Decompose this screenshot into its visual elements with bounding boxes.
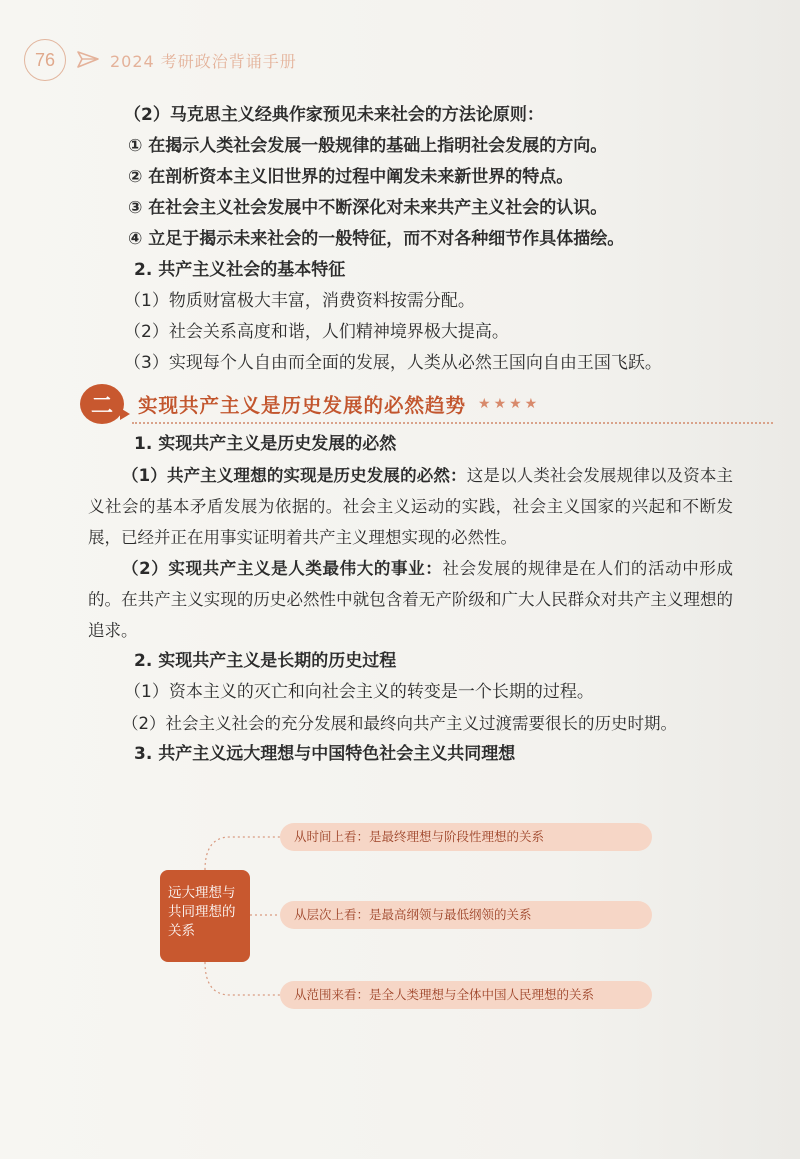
paragraph: [88, 460, 733, 553]
book-title: 2024 考研政治背诵手册: [110, 51, 297, 71]
process-item: （1）资本主义的灭亡和向社会主义的转变是一个长期的过程。: [124, 682, 594, 702]
subsection-title: 1. 实现共产主义是历史发展的必然: [134, 434, 397, 454]
subsection-title: 2. 共产主义社会的基本特征: [134, 260, 346, 280]
importance-stars: ★★★★: [478, 396, 541, 412]
page-content: [88, 100, 733, 770]
methodology-item: ③ 在社会主义社会发展中不断深化对未来共产主义社会的认识。: [128, 198, 608, 218]
feature-item: （3）实现每个人自由而全面的发展，人类从必然王国向自由王国飞跃。: [124, 353, 662, 373]
paragraph-text: 社会发展的规律是在人们的活动中形成的。在共产主义实现的历史必然性中就包含着无产阶级和广大人民群众对共产主义理想的追求。: [88, 559, 734, 640]
feature-item: （1）物质财富极大丰富，消费资料按需分配。: [124, 291, 475, 311]
paragraph-text: 这是以人类社会发展规律以及资本主义社会的基本矛盾发展为依据的。社会主义运动的实践，社会主义国家的兴起和不断发展，已经并正在用事实证明着共产主义理想实现的必然性。: [88, 466, 734, 547]
mindmap-root: 远大理想与共同理想的关系: [160, 870, 250, 962]
section-divider: [132, 422, 773, 424]
mindmap-branch-level: 从层次上看：是最高纲领与最低纲领的关系: [280, 901, 652, 929]
methodology-item: ① 在揭示人类社会发展一般规律的基础上指明社会发展的方向。: [128, 136, 608, 156]
feature-item: （2）社会关系高度和谐，人们精神境界极大提高。: [124, 322, 509, 342]
methodology-item: ② 在剖析资本主义旧世界的过程中阐发未来新世界的特点。: [128, 167, 574, 187]
mindmap-branch-time: 从时间上看：是最终理想与阶段性理想的关系: [280, 823, 652, 851]
subsection-title: 2. 实现共产主义是长期的历史过程: [134, 651, 397, 671]
paper-plane-icon: [76, 50, 100, 70]
section-title: 实现共产主义是历史发展的必然趋势: [138, 394, 467, 417]
section-banner: [80, 383, 733, 425]
section-badge: 二: [80, 384, 124, 424]
page-number: 76: [24, 39, 66, 81]
methodology-heading: （2）马克思主义经典作家预见未来社会的方法论原则：: [124, 105, 544, 125]
process-item: （2）社会主义社会的充分发展和最终向共产主义过渡需要很长的历史时期。: [122, 714, 677, 733]
paragraph-lead: （1）共产主义理想的实现是历史发展的必然：: [122, 466, 467, 485]
mindmap-diagram: [160, 815, 660, 1015]
page-header: [30, 40, 297, 80]
paragraph: [88, 553, 733, 646]
paragraph-lead: （2）实现共产主义是人类最伟大的事业：: [122, 559, 443, 578]
methodology-item: ④ 立足于揭示未来社会的一般特征，而不对各种细节作具体描绘。: [128, 229, 625, 249]
subsection-title: 3. 共产主义远大理想与中国特色社会主义共同理想: [134, 744, 516, 764]
mindmap-branch-scope: 从范围来看：是全人类理想与全体中国人民理想的关系: [280, 981, 652, 1009]
